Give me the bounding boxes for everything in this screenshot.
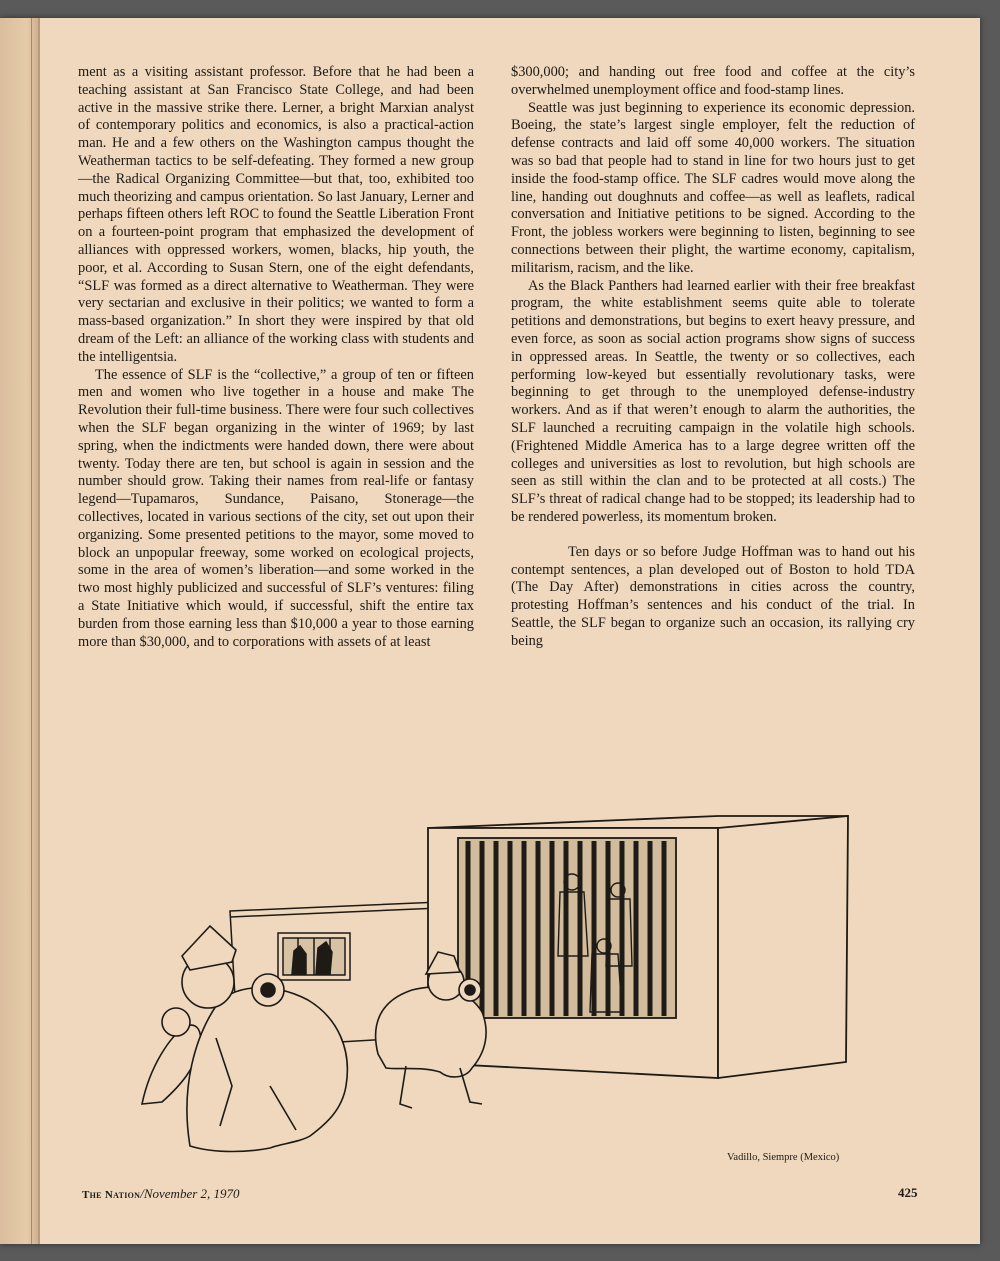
spine-fold-line [31,18,32,1244]
cartoon-illustration [120,786,860,1186]
paragraph: The essence of SLF is the “collective,” a group of ten or fifteen men and women who live together in a house and make The Revolution their full-time business. There were four such collectives when the SLF began organizing in the winter of 1969; by last spring, when the indictments were handed down, there were about twenty. Today there are ten, but school is again in session and the number should grow. Taking their names from real-life or fantasy legend—Tupamaros, Sundance, Paisano, Stonerage—the collectives, located in various sections of the city, set out upon their organizing. Some presented petitions to the mayor, some moved to block an unpopular freeway, some worked on ecological projects, some in the area of women’s liberation—and some worked in the two most highly publicized and successful of SLF’s ventures: filing a State Initiative which would, if successful, shift the entire tax burden from those earning less than $10,000 a year to those earning more than $30,000, and to corporations with assets of at least [78,366,474,650]
barred-window [278,933,350,980]
paragraph: ment as a visiting assistant professor. Before that he had been a teaching assistant at San Francisco State College, and had been active in the massive strike there. Lerner, a bright Marxian analyst of contemporary politics and economics, is also a practical-action man. He and a few others on the Washington campus thought the Weatherman tactics to be self-defeating. They formed a new group —the Radical Organizing Committee—but that, too, exhibited too much theorizing and campus orientation. So last January, Lerner and perhaps fifteen others left ROC to found the Seattle Liberation Front on a fourteen-point program that emphasized the development of alliances with oppressed workers, women, blacks, hip youth, the poor, et al. According to Susan Stern, one of the eight defendants, “SLF was formed as a direct alternative to Weatherman. They were very sectarian and exclusive in their politics; we wanted to form a mass-based organization.” In short they were inspired by that old dream of the Left: an alliance of the working class with students and the intelligentsia. [78,64,474,365]
issue-date: /November 2, 1970 [140,1186,240,1201]
paragraph: Ten days or so before Judge Hoffman was to hand out his contempt sentences, a plan developed out of Boston to hold TDA (The Day After) demonstrations in cities across the country, protesting Hoffman’s sentences and his conduct of the trial. In Seattle, the SLF began to organize such an occasion, its rallying cry being [511,543,915,649]
magazine-page [0,18,980,1244]
cage [428,816,848,1078]
page-spine [0,18,40,1244]
left-column [78,64,474,651]
illustration-credit: Vadillo, Siempre (Mexico) [727,1152,840,1163]
footer-masthead [82,1186,240,1202]
paragraph: Seattle was just beginning to experience its economic depression. Boeing, the state’s largest single employer, felt the reduction of defense contracts and laid off some 40,000 workers. The situation was so bad that people had to stand in line for two hours just to get inside the food-stamp office. The SLF cadres would move along the line, handing out doughnuts and coffee—as well as leaflets, radical conversation and Initiative petitions to be signed. According to the Front, the jobless workers were beginning to listen, beginning to see connections between their plight, the wartime economy, capitalism, militarism, racism, and the like. [511,99,915,276]
right-column [511,64,915,651]
page-number: 425 [898,1185,918,1200]
paragraph: $300,000; and handing out free food and coffee at the city’s overwhelmed unemployment office and food-stamp lines. [511,64,915,98]
magazine-name: The Nation [82,1189,141,1201]
paragraph: As the Black Panthers had learned earlier with their free breakfast program, the white establishment seems quite able to tolerate petitions and demonstrations, but begins to exert heavy pressure, and even force, as soon as social action programs show signs of success in oppressed areas. In Seattle, the twenty or so collectives, each performing low-keyed but essentially revolutionary tasks, were beginning to get through to the unemployed defense-industry workers. And as if that weren’t enough to alarm the authorities, the SLF launched a recruiting campaign in the volatile high schools. (Frightened Middle America has to a large degree written off the colleges and universities as lost to revolution, but high schools are seen as still within the clan and to be protected at all costs.) The SLF’s threat of radical change had to be stopped; its leadership had to be rendered powerless, its momentum broken. [511,277,915,525]
